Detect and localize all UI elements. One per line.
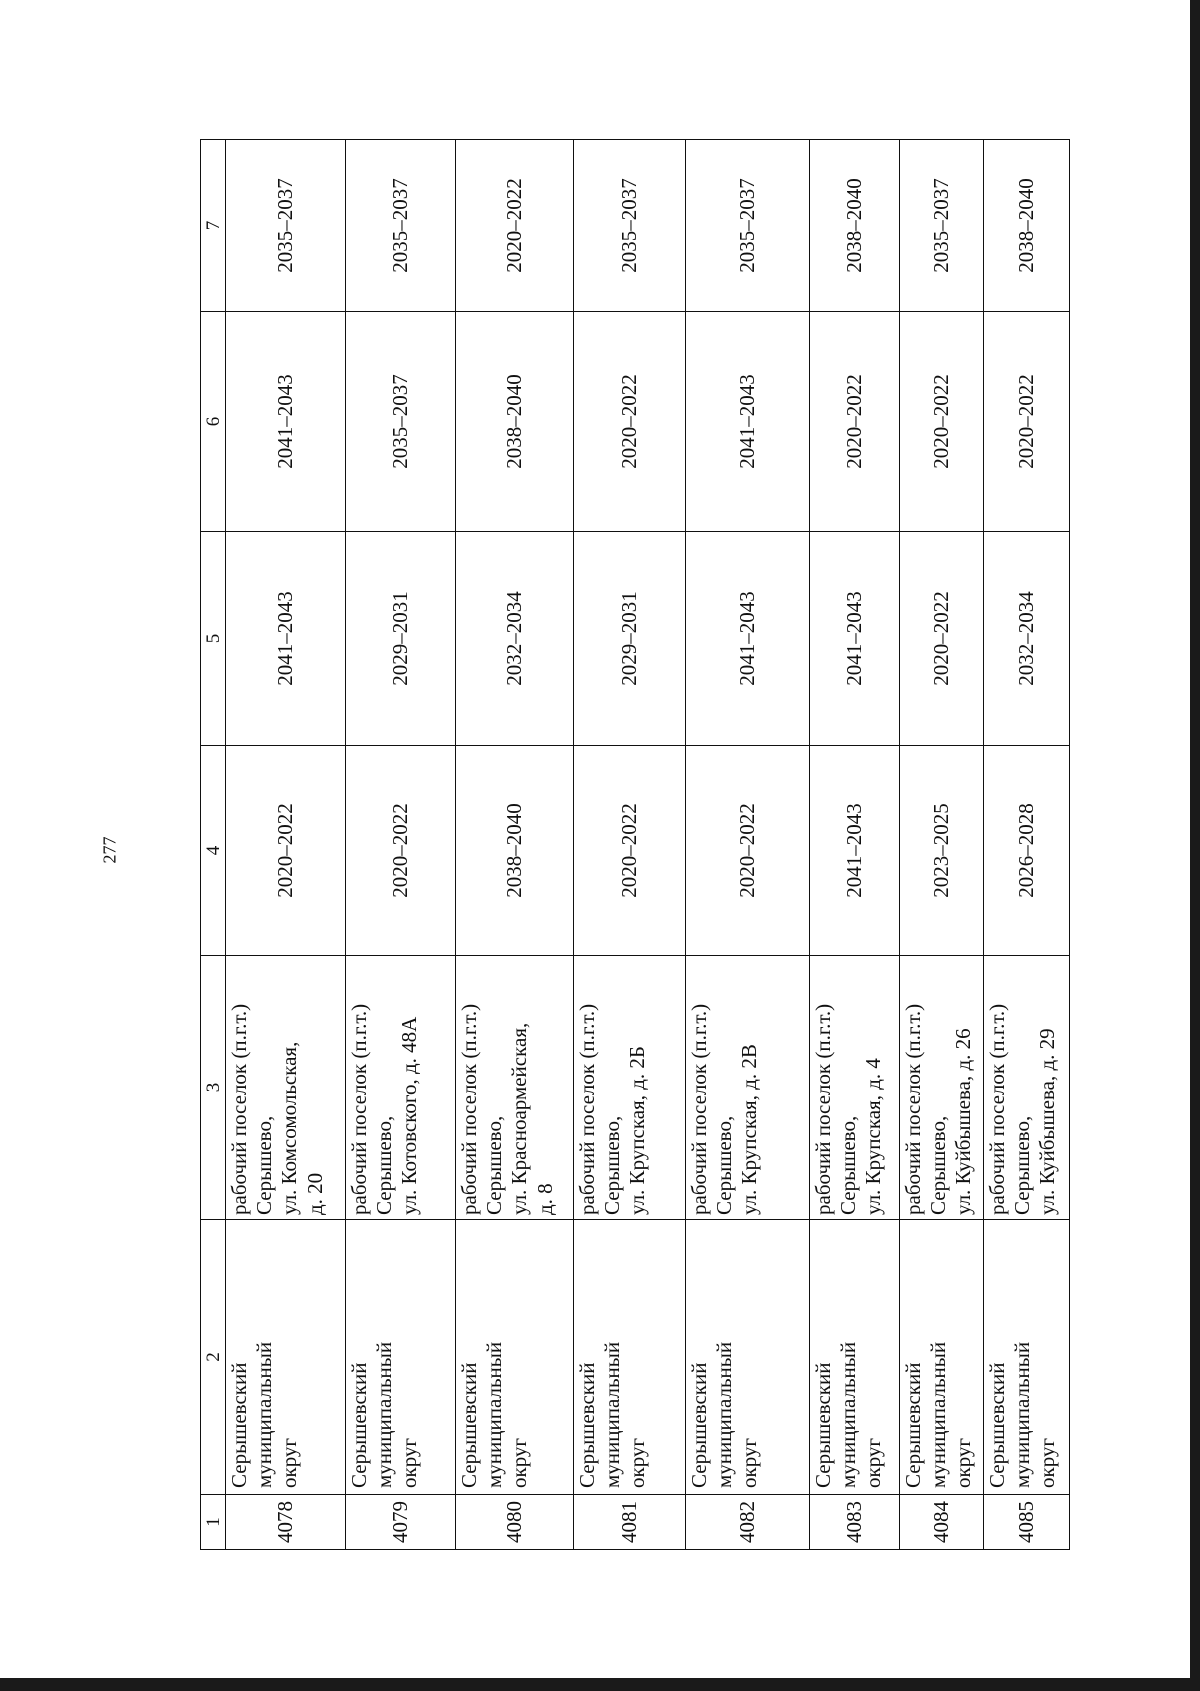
period-cell-c7: 2035–2037 — [226, 140, 346, 312]
district-line: Серышевский — [985, 1362, 1009, 1488]
district-cell — [456, 1220, 574, 1495]
period-cell-c7: 2038–2040 — [984, 140, 1070, 312]
row-number-cell: 4084 — [900, 1495, 984, 1550]
period-cell-c6: 2020–2022 — [900, 312, 984, 532]
address-line: ул. Крупская, д. 2Б — [625, 1046, 650, 1215]
period-cell-c6: 2020–2022 — [810, 312, 900, 532]
row-number-cell: 4082 — [686, 1495, 810, 1550]
header-cell: 5 — [201, 532, 226, 746]
table-row — [346, 140, 456, 1550]
district-line: округ — [737, 1437, 762, 1488]
address-line: ул. Куйбышева, д. 26 — [951, 1028, 976, 1215]
period-cell-c6: 2020–2022 — [984, 312, 1070, 532]
district-line: Серышевский — [575, 1362, 599, 1488]
table-row — [984, 140, 1070, 1550]
row-number-cell: 4085 — [984, 1495, 1070, 1550]
address-cell — [574, 956, 686, 1220]
address-line: рабочий поселок (п.г.т.) — [687, 1003, 711, 1215]
district-cell — [900, 1220, 984, 1495]
address-line: ул. Куйбышева, д. 29 — [1035, 1028, 1060, 1215]
period-cell-c4: 2020–2022 — [574, 746, 686, 956]
address-line: ул. Крупская, д. 2В — [737, 1044, 762, 1215]
period-cell-c7: 2038–2040 — [810, 140, 900, 312]
address-line: рабочий поселок (п.г.т.) — [575, 1003, 599, 1215]
header-cell: 6 — [201, 312, 226, 532]
period-cell-c7: 2035–2037 — [574, 140, 686, 312]
period-cell-c5: 2020–2022 — [900, 532, 984, 746]
header-cell: 3 — [201, 956, 226, 1220]
district-line: Серышевский — [901, 1362, 925, 1488]
address-cell — [226, 956, 346, 1220]
district-cell — [686, 1220, 810, 1495]
header-cell: 4 — [201, 746, 226, 956]
address-cell — [900, 956, 984, 1220]
district-line: муниципальный — [836, 1341, 861, 1488]
scan-edge-right — [1190, 0, 1200, 1691]
address-cell — [810, 956, 900, 1220]
district-line: округ — [951, 1437, 976, 1488]
header-cell: 1 — [201, 1495, 226, 1550]
district-line: муниципальный — [926, 1341, 951, 1488]
header-row — [201, 140, 226, 1550]
rotated-table-container — [200, 140, 1068, 1550]
table-row — [226, 140, 346, 1550]
period-cell-c6: 2020–2022 — [574, 312, 686, 532]
address-line: рабочий поселок (п.г.т.) — [901, 1003, 925, 1215]
scan-edge-bottom — [0, 1678, 1200, 1691]
table-row — [686, 140, 810, 1550]
period-cell-c7: 2035–2037 — [686, 140, 810, 312]
address-line: Серышево, — [252, 1115, 277, 1215]
row-number-cell: 4079 — [346, 1495, 456, 1550]
table-row — [574, 140, 686, 1550]
address-line: Серышево, — [600, 1115, 625, 1215]
district-cell — [226, 1220, 346, 1495]
address-line: Серышево, — [372, 1115, 397, 1215]
district-line: муниципальный — [712, 1341, 737, 1488]
period-cell-c6: 2041–2043 — [686, 312, 810, 532]
district-line: Серышевский — [811, 1362, 835, 1488]
header-cell: 7 — [201, 140, 226, 312]
period-cell-c6: 2041–2043 — [226, 312, 346, 532]
address-line: д. 20 — [302, 1172, 327, 1215]
period-cell-c5: 2029–2031 — [574, 532, 686, 746]
address-cell — [456, 956, 574, 1220]
address-line: Серышево, — [482, 1115, 507, 1215]
row-number-cell: 4083 — [810, 1495, 900, 1550]
period-cell-c7: 2035–2037 — [900, 140, 984, 312]
address-line: Серышево, — [1010, 1115, 1035, 1215]
period-cell-c6: 2035–2037 — [346, 312, 456, 532]
period-cell-c5: 2041–2043 — [810, 532, 900, 746]
address-line: Серышево, — [836, 1115, 861, 1215]
period-cell-c5: 2032–2034 — [456, 532, 574, 746]
period-cell-c4: 2023–2025 — [900, 746, 984, 956]
address-line: Серышево, — [926, 1115, 951, 1215]
period-cell-c4: 2020–2022 — [346, 746, 456, 956]
header-cell: 2 — [201, 1220, 226, 1495]
address-cell — [984, 956, 1070, 1220]
district-cell — [810, 1220, 900, 1495]
address-line: рабочий поселок (п.г.т.) — [811, 1003, 835, 1215]
table-row — [900, 140, 984, 1550]
district-line: Серышевский — [227, 1362, 251, 1488]
district-cell — [574, 1220, 686, 1495]
district-line: муниципальный — [600, 1341, 625, 1488]
address-line: Серышево, — [712, 1115, 737, 1215]
district-line: округ — [397, 1437, 422, 1488]
address-line: рабочий поселок (п.г.т.) — [347, 1003, 371, 1215]
address-line: ул. Крупская, д. 4 — [861, 1058, 886, 1215]
period-cell-c7: 2035–2037 — [346, 140, 456, 312]
row-number-cell: 4081 — [574, 1495, 686, 1550]
district-line: округ — [277, 1437, 302, 1488]
district-cell — [984, 1220, 1070, 1495]
district-line: округ — [625, 1437, 650, 1488]
table-row — [456, 140, 574, 1550]
address-line: д. 8 — [532, 1183, 557, 1215]
period-cell-c4: 2020–2022 — [686, 746, 810, 956]
district-line: муниципальный — [1010, 1341, 1035, 1488]
district-line: муниципальный — [372, 1341, 397, 1488]
district-line: округ — [861, 1437, 886, 1488]
period-cell-c4: 2020–2022 — [226, 746, 346, 956]
page-number: 277 — [99, 836, 120, 864]
row-number-cell: 4080 — [456, 1495, 574, 1550]
address-line: ул. Красноармейская, — [507, 1022, 532, 1215]
address-cell — [346, 956, 456, 1220]
period-cell-c5: 2041–2043 — [226, 532, 346, 746]
address-line: рабочий поселок (п.г.т.) — [457, 1003, 481, 1215]
period-cell-c6: 2038–2040 — [456, 312, 574, 532]
address-line: рабочий поселок (п.г.т.) — [985, 1003, 1009, 1215]
district-cell — [346, 1220, 456, 1495]
district-line: округ — [1035, 1437, 1060, 1488]
address-cell — [686, 956, 810, 1220]
district-line: Серышевский — [347, 1362, 371, 1488]
table-row — [810, 140, 900, 1550]
schedule-table — [200, 139, 1070, 1550]
district-line: Серышевский — [687, 1362, 711, 1488]
period-cell-c5: 2041–2043 — [686, 532, 810, 746]
period-cell-c5: 2032–2034 — [984, 532, 1070, 746]
period-cell-c4: 2026–2028 — [984, 746, 1070, 956]
period-cell-c5: 2029–2031 — [346, 532, 456, 746]
address-line: рабочий поселок (п.г.т.) — [227, 1003, 251, 1215]
district-line: Серышевский — [457, 1362, 481, 1488]
district-line: округ — [507, 1437, 532, 1488]
period-cell-c7: 2020–2022 — [456, 140, 574, 312]
district-line: муниципальный — [482, 1341, 507, 1488]
address-line: ул. Комсомольская, — [277, 1041, 302, 1215]
row-number-cell: 4078 — [226, 1495, 346, 1550]
address-line: ул. Котовского, д. 48А — [397, 1016, 422, 1215]
period-cell-c4: 2038–2040 — [456, 746, 574, 956]
period-cell-c4: 2041–2043 — [810, 746, 900, 956]
district-line: муниципальный — [252, 1341, 277, 1488]
